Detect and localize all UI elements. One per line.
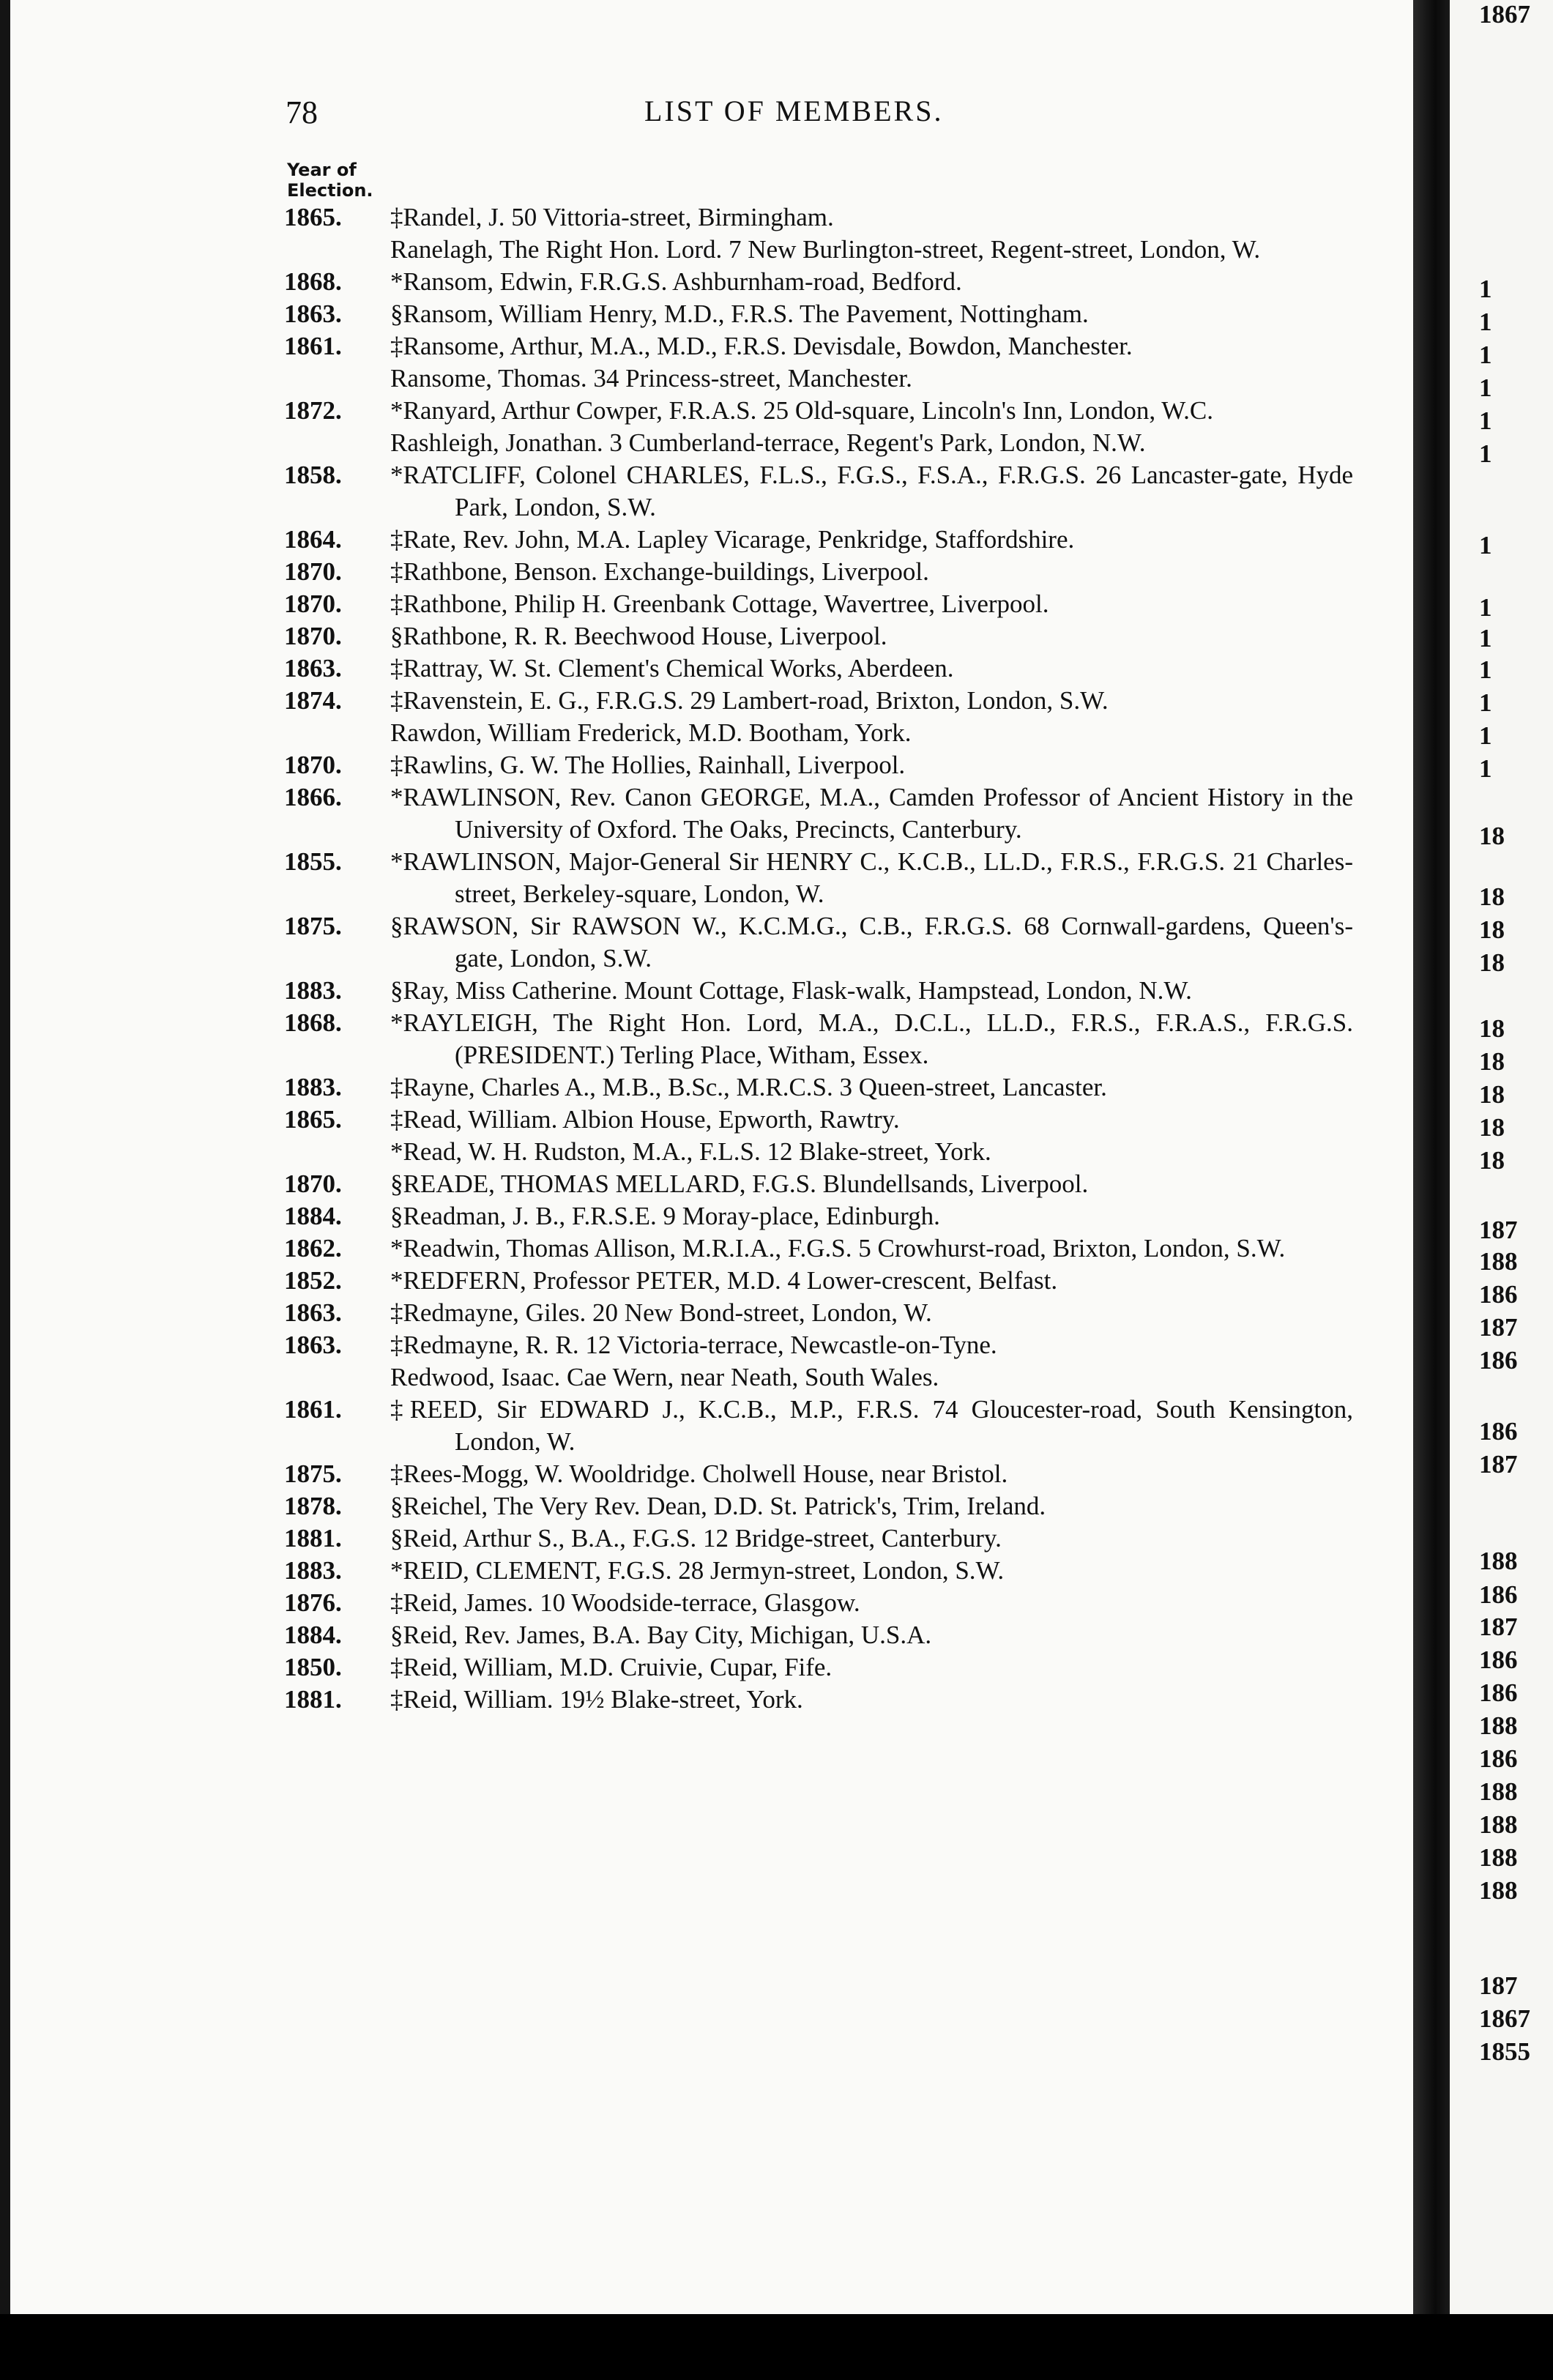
- right-page-year: 188: [1479, 1711, 1518, 1740]
- election-year: 1884.: [284, 1202, 342, 1230]
- election-year: 1861.: [284, 332, 342, 360]
- right-page-year: 186: [1479, 1645, 1518, 1674]
- election-year: 1872.: [284, 396, 342, 425]
- member-entry: [284, 330, 1353, 362]
- member-entry: [284, 1651, 1353, 1684]
- right-page-year: 188: [1479, 1876, 1518, 1905]
- member-entry: [284, 1007, 1353, 1071]
- member-entry: [284, 1071, 1353, 1104]
- member-details: §Reid, Rev. James, B.A. Bay City, Michigan, U.S.A.: [390, 1621, 932, 1649]
- member-entry: [284, 588, 1353, 620]
- member-entry: [284, 556, 1353, 588]
- election-year: 1865.: [284, 1105, 342, 1134]
- right-page-year: 187: [1479, 1216, 1518, 1244]
- right-page-year: 187: [1479, 1971, 1518, 2000]
- election-year: 1863.: [284, 1298, 342, 1327]
- election-year: 1876.: [284, 1588, 342, 1617]
- right-page-year: 18: [1479, 948, 1505, 977]
- member-details: Redwood, Isaac. Cae Wern, near Neath, South Wales.: [390, 1363, 939, 1391]
- election-year: 1870.: [284, 1169, 342, 1198]
- election-year: 1855.: [284, 847, 342, 876]
- member-entry: [284, 201, 1353, 234]
- member-entry: [284, 1265, 1353, 1297]
- running-head: LIST OF MEMBERS.: [644, 94, 944, 127]
- member-entry: [284, 749, 1353, 781]
- member-details: ‡Reid, James. 10 Woodside-terrace, Glasgow.: [390, 1588, 860, 1617]
- election-year: 1874.: [284, 686, 342, 715]
- right-page-year: 18: [1479, 1146, 1505, 1175]
- right-page-year: 187: [1479, 1613, 1518, 1641]
- right-page-year: 1: [1479, 721, 1492, 750]
- right-page-year: 1: [1479, 754, 1492, 783]
- election-year: 1875.: [284, 912, 342, 940]
- election-year: 1866.: [284, 783, 342, 811]
- member-entry: [284, 1490, 1353, 1522]
- right-page-year: 18: [1479, 1080, 1505, 1109]
- member-details: ‡Rayne, Charles A., M.B., B.Sc., M.R.C.S. 3 Queen-street, Lancaster.: [390, 1073, 1107, 1101]
- member-details: ‡Rawlins, G. W. The Hollies, Rainhall, Liverpool.: [390, 751, 906, 779]
- election-year: 1863.: [284, 300, 342, 328]
- member-details: ‡Ransome, Arthur, M.A., M.D., F.R.S. Devisdale, Bowdon, Manchester.: [390, 332, 1133, 360]
- election-year: 1868.: [284, 1008, 342, 1037]
- right-page-year: 1: [1479, 308, 1492, 336]
- election-year: 1875.: [284, 1459, 342, 1488]
- election-year: 1883.: [284, 976, 342, 1005]
- right-page-year: 186: [1479, 1417, 1518, 1446]
- member-entry: [284, 524, 1353, 556]
- member-details: ‡Rathbone, Philip H. Greenbank Cottage, Wavertree, Liverpool.: [390, 590, 1049, 618]
- member-entry: [284, 1136, 1353, 1168]
- right-page-year: 186: [1479, 1678, 1518, 1707]
- year-header-line1: Year of: [287, 160, 357, 180]
- election-year: 1861.: [284, 1395, 342, 1424]
- right-page-year: 186: [1479, 1346, 1518, 1375]
- right-page-year: 186: [1479, 1280, 1518, 1309]
- election-year: 1858.: [284, 461, 342, 489]
- right-page-year: 1: [1479, 624, 1492, 652]
- member-details: Ransome, Thomas. 34 Princess-street, Manchester.: [390, 364, 912, 393]
- right-page-year: 1855: [1479, 2037, 1530, 2066]
- member-details: Rawdon, William Frederick, M.D. Bootham, York.: [390, 718, 912, 747]
- member-entry: [284, 1619, 1353, 1651]
- member-entry: [284, 1587, 1353, 1619]
- member-details: §RAWSON, Sir RAWSON W., K.C.M.G., C.B., F.R.G.S. 68 Cornwall-gardens, Queen's-gate, London, S.W.: [390, 912, 1353, 973]
- member-details: ‡Redmayne, R. R. 12 Victoria-terrace, Newcastle-on-Tyne.: [390, 1331, 997, 1359]
- member-entry: [284, 234, 1353, 266]
- member-details: ‡Reid, William. 19½ Blake-street, York.: [390, 1685, 803, 1714]
- member-details: §Ray, Miss Catherine. Mount Cottage, Flask-walk, Hampstead, London, N.W.: [390, 976, 1192, 1005]
- member-entry: [284, 1232, 1353, 1265]
- member-entry: [284, 1458, 1353, 1490]
- right-page-year: 18: [1479, 882, 1505, 911]
- right-page-year: 188: [1479, 1843, 1518, 1872]
- member-entry: [284, 298, 1353, 330]
- right-page-year: 188: [1479, 1777, 1518, 1806]
- election-year: 1865.: [284, 203, 342, 231]
- right-page-year: 188: [1479, 1547, 1518, 1575]
- member-details: *Readwin, Thomas Allison, M.R.I.A., F.G.S. 5 Crowhurst-road, Brixton, London, S.W.: [390, 1234, 1286, 1262]
- right-page-year: 1: [1479, 275, 1492, 303]
- member-entry: [284, 427, 1353, 459]
- election-year: 1870.: [284, 751, 342, 779]
- member-details: §Readman, J. B., F.R.S.E. 9 Moray-place, Edinburgh.: [390, 1202, 940, 1230]
- member-entry: [284, 1522, 1353, 1555]
- election-year: 1870.: [284, 590, 342, 618]
- member-entry: [284, 1104, 1353, 1136]
- member-list: [284, 201, 1353, 1716]
- member-entry: [284, 362, 1353, 395]
- election-year: 1852.: [284, 1266, 342, 1295]
- right-page-year: 188: [1479, 1810, 1518, 1839]
- member-entry: [284, 1361, 1353, 1394]
- right-page-year: 188: [1479, 1247, 1518, 1276]
- right-page-year: 18: [1479, 915, 1505, 944]
- right-page-year: 1: [1479, 406, 1492, 435]
- book-gutter: [1413, 0, 1450, 2380]
- member-details: *Read, W. H. Rudston, M.A., F.L.S. 12 Blake-street, York.: [390, 1137, 991, 1166]
- member-entry: [284, 620, 1353, 652]
- member-details: *RAYLEIGH, The Right Hon. Lord, M.A., D.C.L., LL.D., F.R.S., F.R.A.S., F.R.G.S. (PRESIDENT.) Terling Place, Witham, Essex.: [390, 1008, 1353, 1069]
- election-year: 1868.: [284, 267, 342, 296]
- year-header-line2: Election.: [287, 180, 373, 201]
- right-page-year: 1: [1479, 531, 1492, 559]
- member-details: ‡Ravenstein, E. G., F.R.G.S. 29 Lambert-road, Brixton, London, S.W.: [390, 686, 1109, 715]
- member-entry: [284, 717, 1353, 749]
- member-details: ‡Redmayne, Giles. 20 New Bond-street, London, W.: [390, 1298, 932, 1327]
- member-entry: [284, 1168, 1353, 1200]
- member-details: §Reid, Arthur S., B.A., F.G.S. 12 Bridge-street, Canterbury.: [390, 1524, 1002, 1552]
- member-details: ‡Rees-Mogg, W. Wooldridge. Cholwell House, near Bristol.: [390, 1459, 1008, 1488]
- member-details: *Ransom, Edwin, F.R.G.S. Ashburnham-road, Bedford.: [390, 267, 962, 296]
- member-entry: [284, 1297, 1353, 1329]
- right-page-year: 1: [1479, 341, 1492, 369]
- member-details: *RATCLIFF, Colonel CHARLES, F.L.S., F.G.S., F.S.A., F.R.G.S. 26 Lancaster-gate, Hyde Park, London, S.W.: [390, 461, 1353, 521]
- member-details: Ranelagh, The Right Hon. Lord. 7 New Burlington-street, Regent-street, London, W.: [390, 235, 1261, 264]
- member-entry: [284, 1555, 1353, 1587]
- election-year: 1850.: [284, 1653, 342, 1681]
- election-year: 1870.: [284, 557, 342, 586]
- member-details: ‡Randel, J. 50 Vittoria-street, Birmingham.: [390, 203, 834, 231]
- right-page-year: 1: [1479, 688, 1492, 717]
- right-page-year: 1: [1479, 373, 1492, 402]
- election-year: 1864.: [284, 525, 342, 554]
- right-page-year: 187: [1479, 1450, 1518, 1479]
- right-page-year: 18: [1479, 1047, 1505, 1076]
- right-page-year: 1867: [1479, 2004, 1530, 2033]
- election-year: 1863.: [284, 654, 342, 683]
- member-entry: [284, 910, 1353, 975]
- member-entry: [284, 1684, 1353, 1716]
- member-entry: [284, 1329, 1353, 1361]
- page-number: 78: [286, 94, 318, 130]
- election-year: 1863.: [284, 1331, 342, 1359]
- member-entry: [284, 395, 1353, 427]
- member-details: Rashleigh, Jonathan. 3 Cumberland-terrace, Regent's Park, London, N.W.: [390, 428, 1146, 457]
- member-details: *REID, CLEMENT, F.G.S. 28 Jermyn-street, London, S.W.: [390, 1556, 1005, 1585]
- member-details: ‡Rate, Rev. John, M.A. Lapley Vicarage, Penkridge, Staffordshire.: [390, 525, 1075, 554]
- member-entry: [284, 652, 1353, 685]
- election-year: 1883.: [284, 1073, 342, 1101]
- right-page-year: 1: [1479, 655, 1492, 684]
- right-page-year: 1867: [1479, 0, 1530, 29]
- scan-bottom-border: [0, 2314, 1553, 2380]
- election-year: 1862.: [284, 1234, 342, 1262]
- year-of-election-header: [287, 160, 390, 201]
- member-entry: [284, 1394, 1353, 1458]
- member-details: §READE, THOMAS MELLARD, F.G.S. Blundellsands, Liverpool.: [390, 1169, 1089, 1198]
- member-details: ‡REED, Sir EDWARD J., K.C.B., M.P., F.R.S. 74 Gloucester-road, South Kensington, London, W.: [390, 1395, 1353, 1456]
- member-details: ‡Reid, William, M.D. Cruivie, Cupar, Fife.: [390, 1653, 833, 1681]
- election-year: 1881.: [284, 1524, 342, 1552]
- right-page-year: 1: [1479, 439, 1492, 468]
- right-page-year: 18: [1479, 1113, 1505, 1142]
- member-details: ‡Read, William. Albion House, Epworth, Rawtry.: [390, 1105, 900, 1134]
- right-page-year: 186: [1479, 1580, 1518, 1609]
- election-year: 1883.: [284, 1556, 342, 1585]
- member-entry: [284, 685, 1353, 717]
- member-entry: [284, 975, 1353, 1007]
- right-page-year: 1: [1479, 593, 1492, 622]
- right-page-year: 18: [1479, 1014, 1505, 1043]
- right-page-year: 186: [1479, 1744, 1518, 1773]
- election-year: 1881.: [284, 1685, 342, 1714]
- election-year: 1870.: [284, 622, 342, 650]
- election-year: 1878.: [284, 1492, 342, 1520]
- member-entry: [284, 459, 1353, 524]
- election-year: 1884.: [284, 1621, 342, 1649]
- member-entry: [284, 266, 1353, 298]
- right-page-year: 187: [1479, 1313, 1518, 1342]
- member-details: *Ranyard, Arthur Cowper, F.R.A.S. 25 Old-square, Lincoln's Inn, London, W.C.: [390, 396, 1213, 425]
- member-details: §Ransom, William Henry, M.D., F.R.S. The Pavement, Nottingham.: [390, 300, 1089, 328]
- member-entry: [284, 846, 1353, 910]
- right-page-year: 18: [1479, 822, 1505, 850]
- member-details: ‡Rathbone, Benson. Exchange-buildings, Liverpool.: [390, 557, 929, 586]
- member-entry: [284, 1200, 1353, 1232]
- member-details: *REDFERN, Professor PETER, M.D. 4 Lower-crescent, Belfast.: [390, 1266, 1058, 1295]
- member-details: *RAWLINSON, Rev. Canon GEORGE, M.A., Camden Professor of Ancient History in the University of Oxford. The Oaks, Precincts, Canterbury.: [390, 783, 1353, 844]
- member-details: *RAWLINSON, Major-General Sir HENRY C., K.C.B., LL.D., F.R.S., F.R.G.S. 21 Charles-street, Berkeley-square, London, W.: [390, 847, 1353, 908]
- member-entry: [284, 781, 1353, 846]
- member-details: §Rathbone, R. R. Beechwood House, Liverpool.: [390, 622, 887, 650]
- member-details: ‡Rattray, W. St. Clement's Chemical Works, Aberdeen.: [390, 654, 954, 683]
- member-details: §Reichel, The Very Rev. Dean, D.D. St. Patrick's, Trim, Ireland.: [390, 1492, 1046, 1520]
